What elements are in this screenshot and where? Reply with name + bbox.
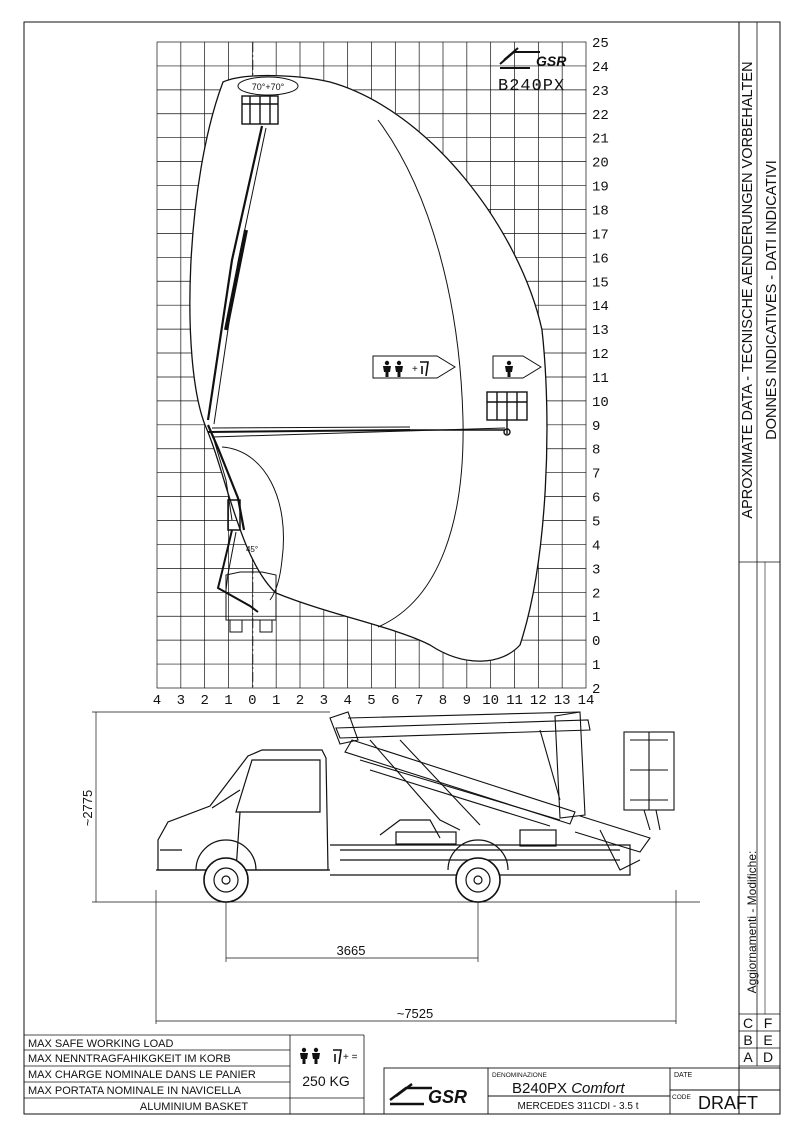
grid-x-label: 0 — [248, 693, 257, 709]
grid-y-label: 17 — [592, 227, 609, 244]
denominazione-label: DENOMINAZIONE — [492, 1072, 547, 1079]
revision-e: E — [763, 1032, 773, 1048]
grid-y-label: 2 — [592, 682, 601, 698]
grid-y-label: 21 — [592, 131, 609, 148]
load-persons-icon — [300, 1048, 341, 1064]
title-gsr-logo-text: GSR — [428, 1087, 468, 1107]
revision-f: F — [763, 1015, 773, 1031]
modifications-label: Aggiornamenti - Modifiche: — [745, 850, 759, 994]
grid-x-label: 9 — [462, 693, 472, 709]
revision-b: B — [743, 1032, 753, 1048]
grid-y-label: 22 — [592, 107, 609, 124]
truck-boom-folded — [330, 712, 674, 870]
grid-y-label: 1 — [592, 610, 601, 627]
grid-y-label: 23 — [592, 83, 609, 100]
gsr-logo-text: GSR — [536, 53, 567, 69]
grid-y-label: 2 — [592, 586, 601, 603]
product-name — [512, 1080, 625, 1097]
dimension-height: ~2775 — [80, 789, 95, 827]
product-name-suffix: Comfort — [571, 1080, 625, 1097]
grid-y-label: 14 — [592, 299, 609, 316]
grid-x-label: 8 — [438, 693, 448, 709]
revision-c: C — [742, 1015, 754, 1031]
grid-y-label: 10 — [592, 394, 609, 411]
grid-y-label: 16 — [592, 251, 609, 268]
grid-x-label: 1 — [271, 693, 281, 709]
grid-x-label: 3 — [176, 693, 186, 709]
grid-y-label: 25 — [592, 36, 609, 52]
dimension-wheelbase: 3665 — [336, 943, 366, 958]
rear-wheel — [456, 858, 500, 902]
grid-x-label: 5 — [367, 693, 376, 709]
grid-x-label: 13 — [553, 693, 571, 709]
grid-y-labels — [592, 36, 609, 698]
grid-y-label: 7 — [592, 466, 601, 483]
grid-x-label: 7 — [414, 693, 424, 709]
grid-x-labels — [153, 693, 595, 709]
grid-y-label: 19 — [592, 179, 609, 196]
truck-side-view — [156, 750, 630, 902]
grid-y-label: 1 — [592, 658, 601, 675]
basket-rotation-label: 70°+70° — [251, 82, 285, 92]
grid-y-label: 8 — [592, 442, 601, 459]
basket-type-label: ALUMINIUM BASKET — [139, 1101, 249, 1113]
side-note-line2: DONNES INDICATIVES - DATI INDICATIVI — [764, 160, 780, 440]
front-wheel — [204, 858, 248, 902]
grid-x-label: 1 — [224, 693, 233, 709]
grid-y-label: 5 — [592, 514, 601, 531]
code-label: CODE — [672, 1094, 691, 1101]
grid-y-label: 12 — [592, 347, 609, 364]
revision-d: D — [762, 1049, 774, 1065]
grid-x-label: 6 — [391, 693, 400, 709]
grid-y-label: 13 — [592, 323, 609, 340]
grid-x-label: 4 — [343, 693, 352, 709]
load-persons-symbol: + = — [343, 1052, 358, 1063]
grid-y-label: 3 — [592, 562, 601, 579]
grid-x-label: 12 — [529, 693, 547, 709]
model-code-label: B240PX — [498, 77, 566, 96]
max-load-value: 250 KG — [302, 1073, 350, 1089]
date-label: DATE — [674, 1072, 693, 1079]
vehicle-label: MERCEDES 311CDI - 3.5 t — [517, 1101, 639, 1112]
revision-a: A — [743, 1049, 753, 1065]
grid-x-label: 3 — [319, 693, 329, 709]
truck-cab — [158, 750, 328, 870]
grid-y-label: 18 — [592, 203, 609, 220]
load-row-4: MAX PORTATA NOMINALE IN NAVICELLA — [28, 1085, 241, 1097]
grid-x-label: 2 — [200, 693, 209, 709]
grid-x-label: 2 — [295, 693, 305, 709]
grid-y-label: 11 — [592, 370, 609, 387]
dimension-length: ~7525 — [396, 1006, 434, 1021]
grid-x-label: 10 — [482, 693, 500, 709]
grid-x-label: 11 — [506, 693, 523, 709]
grid-x-label: 4 — [152, 693, 162, 709]
grid-y-label: 6 — [592, 490, 601, 507]
grid-y-label: 0 — [592, 634, 601, 651]
grid-y-label: 4 — [592, 538, 601, 555]
load-row-1: MAX SAFE WORKING LOAD — [28, 1038, 174, 1050]
grid-y-label: 9 — [592, 418, 601, 435]
grid-x-label: 14 — [577, 693, 595, 709]
code-value: DRAFT — [698, 1093, 758, 1113]
load-marker-plus: + — [412, 364, 418, 375]
side-note-line1: APROXIMATE DATA - TECNISCHE AENDERUNGEN VORBEHALTEN — [740, 61, 756, 519]
load-row-3: MAX CHARGE NOMINALE DANS LE PANIER — [28, 1069, 256, 1081]
title-gsr-logo — [390, 1084, 467, 1107]
product-name-model: B240PX — [512, 1080, 568, 1097]
grid-y-label: 24 — [592, 59, 609, 76]
grid-y-label: 20 — [592, 155, 609, 172]
grid-y-label: 15 — [592, 275, 609, 292]
load-marker-two-persons — [373, 356, 455, 378]
load-row-2: MAX NENNTRAGFAHIKGKEIT IM KORB — [28, 1053, 231, 1065]
chassis-angle-label: 45° — [245, 545, 259, 554]
